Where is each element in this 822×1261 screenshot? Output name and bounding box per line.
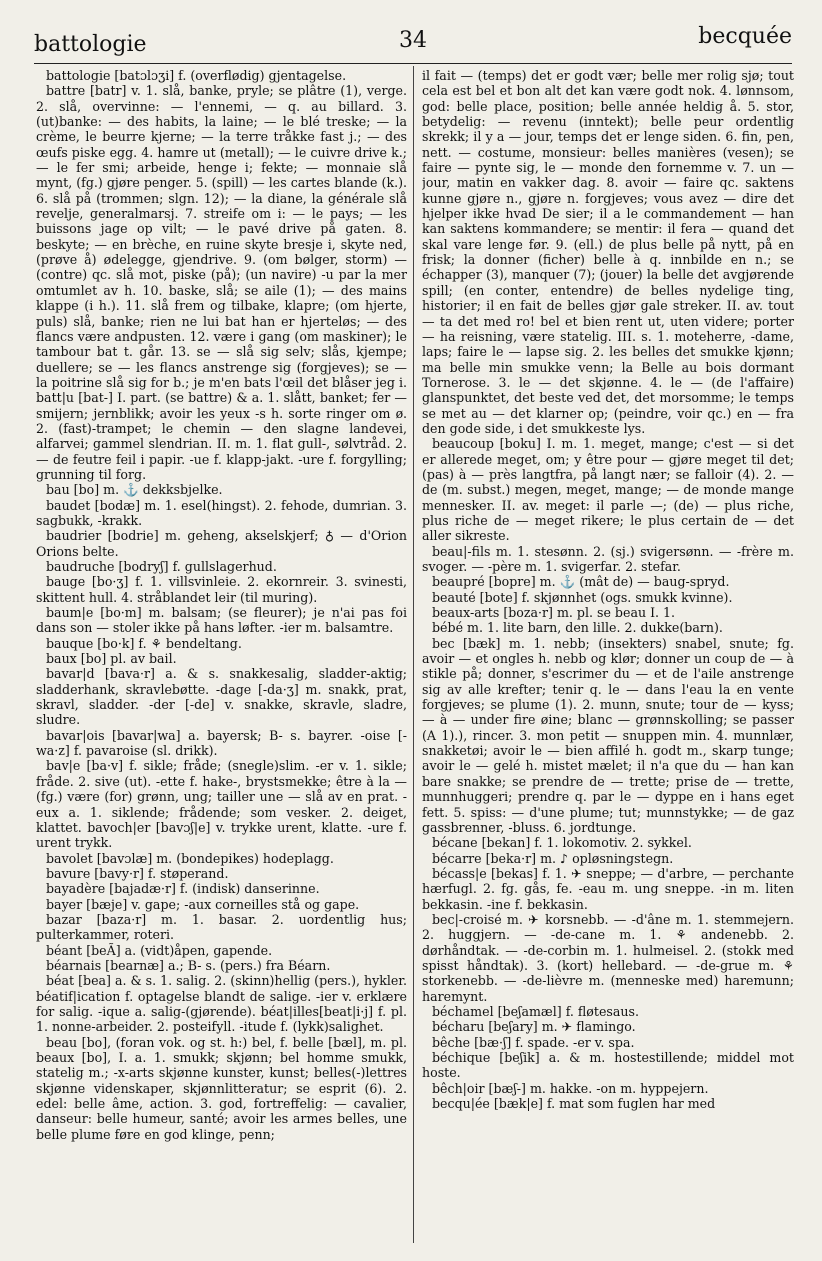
dictionary-entry: bécane [bekan] f. 1. lokomotiv. 2. sykkel. <box>432 835 692 851</box>
dictionary-entry: baudet [bodæ] m. 1. esel(hingst). 2. fehode, dumrian. 3. sagbukk, -krakk. <box>36 497 407 528</box>
header-rule <box>34 63 792 64</box>
right-column <box>422 68 794 1245</box>
dictionary-entry: bav|e [ba·v] f. sikle; fråde; (snegle)slim. -er v. 1. sikle; fråde. 2. sive (ut). -ette f. hake-, brystsmekke; être à la — (fg.) være (for) grønn, ung; tailler une — slå av en prat. -eux a. 1. siklende; frådende; som vesker. 2. deiget, klattet. bavoch|er [bavɔʃ|e] v. trykke urent, klatte. -ure f. urent trykk. <box>36 758 407 851</box>
dictionary-entry: becqu|ée [bæk|e] f. mat som fuglen har med <box>432 1096 716 1112</box>
header-first-word: battologie <box>34 32 147 57</box>
dictionary-entry: baum|e [bo·m] m. balsam; (se fleurer); je n'ai pas foi dans son — stoler ikke på hans løfter. -ier m. balsamtre. <box>36 605 407 636</box>
dictionary-entry: bayadère [bajadæ·r] f. (indisk) danserinne. <box>46 881 320 897</box>
dictionary-entry: battre [batr] v. 1. slå, banke, pryle; se plâtre (1), verge. 2. slå, overvinne: — l'ennemi, — q. au billard. 3. (ut)banke: — des habits, la laine; — le blé treske; — la crème, le beurre kjerne; — la terre tråkke fast j.; — des œufs piske egg. 4. hamre ut (metall); — le cuivre drive k.; — le fer smi; arbeide, henge i; fekte; — monnaie slå mynt, (fg.) gjøre penger. 5. (spill) — les cartes blande (k.). 6. slå på (trommen; slgn. 12); — la diane, la générale slå revelje, generalmarsj. 7. streife om i: — le pays; — les buissons jage op vilt; — le pavé drive på gaten. 8. beskyte; — en brèche, en ruine skyte bresje i, skyte ned, (prøve å) ødelegge, gjendrive. 9. (om bølger, storm) — (contre) qc. slå mot, piske (på); (un navire) -u par la mer omtumlet av h. 10. baske, slå; se aile (1); — des mains klappe (i h.). 11. slå frem og tilbake, klapre; (om hjerte, puls) slå, banke; rien ne lui bat han er hjerteløs; — des flancs være andpusten. 12. være i gang (om maskiner); le tambour bat t. går. 13. se — slå sig selv; slås, kjempe; duellere; se — les flancs anstrenge sig (forgjeves); se — la poitrine slå sig for b.; je m'en bats l'œil det blåser jeg i. batt|u [bat-] I. part. (se battre) & a. 1. slått, banket; fer — smijern; jernblikk; avoir les yeux -s h. sorte ringer om ø. 2. (fast)-trampet; le chemin — den slagne landevei, alfarvei; gammel slendrian. II. m. 1. flat gull-, sølvtråd. 2. — de feutre feil i papir. -ue f. klapp-jakt. -ure f. forgylling; grunning til forg. <box>36 83 407 482</box>
dictionary-entry: battologie [batɔlɔʒi] f. (overflødig) gjentagelse. <box>46 68 347 83</box>
dictionary-entry: béarnais [bearnæ] a.; B- s. (pers.) fra Béarn. <box>46 957 331 973</box>
dictionary-entry: beaux-arts [boza·r] m. pl. se beau I. 1. <box>432 605 676 621</box>
dictionary-entry: beaucoup [boku] I. m. 1. meget, mange; c'est — si det er allerede meget, om; y être pour — gjøre meget til det; (pas) à — près langtfra, på langt nær; se falloir (4). 2. — de (m. subst.) megen, meget, mange; — de monde mange mennesker. II. av. meget: il parle —; (de) — plus riche, plus riche de — meget rikere; le plus certain de — det aller sikreste. <box>422 436 794 544</box>
dictionary-entry: bavar|d [bava·r] a. & s. snakkesalig, sladder-aktig; sladderhank, skravlebøtte. -dage [-da·ʒ] m. snakk, prat, skravl, sladder. -der [-de] v. snakke, skravle, sladre, sludre. <box>36 666 407 728</box>
dictionary-entry: bêche [bæ·ʃ] f. spade. -er v. spa. <box>432 1034 635 1050</box>
page-number: 34 <box>399 28 427 53</box>
dictionary-entry: bêch|oir [bæʃ-] m. hakke. -on m. hyppejern. <box>432 1080 709 1096</box>
dictionary-entry: bavolet [bavɔlæ] m. (bondepikes) hodeplagg. <box>46 850 334 866</box>
dictionary-entry: bavar|ois [bavar|wa] a. bayersk; B- s. bayrer. -oise [-wa·z] f. pavaroise (sl. drikk). <box>36 727 407 759</box>
dictionary-entry: bébé m. 1. lite barn, den lille. 2. dukke(barn). <box>432 620 723 636</box>
left-column <box>36 68 407 1245</box>
dictionary-entry: bau [bo] m. ⚓ dekksbjelke. <box>46 482 223 498</box>
dictionary-entry: beauté [bote] f. skjønnhet (ogs. smukk kvinne). <box>432 589 733 605</box>
dictionary-entry: beau|-fils m. 1. stesønn. 2. (sj.) svigersønn. — -frère m. svoger. — -père m. 1. svigerfar. 2. stefar. <box>422 543 794 574</box>
dictionary-entry: bazar [baza·r] m. 1. basar. 2. uordentlig hus; pulterkammer, roteri. <box>36 911 407 943</box>
dictionary-entry: il fait — (temps) det er godt vær; belle mer rolig sjø; tout cela est bel et bon alt det kan være godt nok. 4. lønnsom, god: belle place, position; belle année heldig å. 5. stor, betydelig: — revenu (inntekt); belle peur ordentlig skrekk; il y a — jour, temps det er lenge siden. 6. fin, pen, nett. — costume, monsieur: belles manières (vesen); se faire — pynte sig, le — monde den fornemme v. 7. un — jour, matin en vakker dag. 8. avoir — faire qc. saktens kunne gjøre n., gjøre n. forgjeves; vous avez — dire det hjelper ikke hvad De sier; il a le commandement — han kan saktens kommandere; se mentir: il fera — quand det skal vare lenge før. 9. (ell.) de plus belle på nytt, på en frisk; la donner (ficher) belle à q. innbilde en n.; se échapper (3), manquer (7); (jouer) la belle det avgjørende spill; (en conter, entendre) de belles nydelige ting, historier; il en fait de belles gjør gale streker. II. av. tout — ta det med ro! bel et bien rent ut, uten videre; porter — ha reisning, være statelig. III. s. 1. moteherre, -dame, laps; faire le — lapse sig. 2. les belles det smukke kjønn; ma belle min smukke venn; la Belle au bois dormant Tornerose. 3. le — det skjønne. 4. le — (de l'affaire) glanspunktet, det beste ved det, det morsomme; le temps se met au — det klarner op; (peindre, voir qc.) en — fra den gode side, i det smukkeste lys. <box>422 68 794 436</box>
dictionary-entry: bauge [bo·ʒ] f. 1. villsvinleie. 2. ekornreir. 3. svinesti, skittent hull. 4. stråblandet leir (til muring). <box>36 574 407 605</box>
dictionary-entry: bécharu [beʃary] m. ✈ flamingo. <box>432 1019 636 1035</box>
dictionary-entry: beaupré [bopre] m. ⚓ (mât de) — baug-spryd. <box>432 574 730 590</box>
dictionary-entry: baudruche [bodryʃ] f. gullslagerhud. <box>46 559 277 574</box>
dictionary-entry: beau [bo], (foran vok. og st. h:) bel, f. belle [bæl], m. pl. beaux [bo], I. a. 1. smukk; skjønn; bel homme smukk, statelig m.; -x-arts skjønne kunster, kunst; belles(-)lettres skjønne videnskaper, skjønnlitteratur; se esprit (6). 2. edel: belle âme, action. 3. god, fortreffelig: — cavalier, danseur: belle humeur, santé; avoir les armes belles, une belle plume føre en god klinge, penn; <box>36 1034 407 1142</box>
dictionary-entry: béchamel [beʃamæl] f. fløtesaus. <box>432 1003 639 1019</box>
dictionary-entry: béat [bea] a. & s. 1. salig. 2. (skinn)hellig (pers.), hykler. béatif|ication f. optagelse blandt de salige. -ier v. erklære for salig. -ique a. salig-(gjørende). béat|illes[beat|i·j] f. pl. 1. nonne-arbeider. 2. posteifyll. -itude f. (lykk)salighet. <box>36 973 407 1035</box>
dictionary-entry: bec|-croisé m. ✈ korsnebb. — -d'âne m. 1. stemmejern. 2. huggjern. — -de-cane m. 1. ⚘ andenebb. 2. dørhåndtak. — -de-corbin m. 1. hulmeisel. 2. (stokk med spisst håndtak). 3. (kort) hellebard. — -de-grue m. ⚘ storkenebb. — -de-lièvre m. (menneske med) haremunn; haremynt. <box>422 911 794 1004</box>
dictionary-entry: bécass|e [bekas] f. 1. ✈ sneppe; — d'arbre, — perchante hærfugl. 2. fg. gås, fe. -eau m. ung sneppe. -in m. liten bekkasin. -ine f. bekkasin. <box>422 865 794 912</box>
dictionary-entry: bec [bæk] m. 1. nebb; (insekters) snabel, snute; fg. avoir — et ongles h. nebb og klør; donner un coup de — à stikle på; donner, s'escrimer du — et de l'aile anstrenge sig av alle krefter; tenir q. le — dans l'eau la en vente forgjeves; se plume (1). 2. munn, snute; tour de — kyss; — à — under fire øine; blanc — grønnskolling; se passer (A 1).), rincer. 3. mon petit — snuppen min. 4. munnlær, snakketøi; avoir le — bien affilé h. godt m., skarp tunge; avoir le — gelé h. mistet mælet; il n'a que du — han kan bare snakke; se prendre de — trette; prise de — trette, munnhuggeri; prendre q. par le — dyppe en i hans eget fett. 5. spiss: — d'une plume; tut; munnstykke; — de gaz gassbrenner, -bluss. 6. jordtunge. <box>422 635 794 835</box>
dictionary-entry: bauque [bo·k] f. ⚘ bendeltang. <box>46 635 242 651</box>
header-last-word: becquée <box>698 24 792 49</box>
page-header <box>34 22 792 62</box>
dictionary-entry: béant [beÃ] a. (vidt)åpen, gapende. <box>46 942 273 958</box>
dictionary-entry: bavure [bavy·r] f. støperand. <box>46 865 229 881</box>
dictionary-entry: baux [bo] pl. av bail. <box>46 651 177 667</box>
column-divider <box>413 66 414 1243</box>
dictionary-entry: béchique [beʃik] a. & m. hostestillende; middel mot hoste. <box>422 1050 794 1081</box>
dictionary-entry: baudrier [bodrie] m. geheng, akselskjerf; ♁ — d'Orion Orions belte. <box>36 528 407 559</box>
dictionary-entry: bécarre [beka·r] m. ♪ opløsningstegn. <box>432 850 674 866</box>
dictionary-entry: bayer [bæje] v. gape; -aux corneilles stå og gape. <box>46 896 360 912</box>
